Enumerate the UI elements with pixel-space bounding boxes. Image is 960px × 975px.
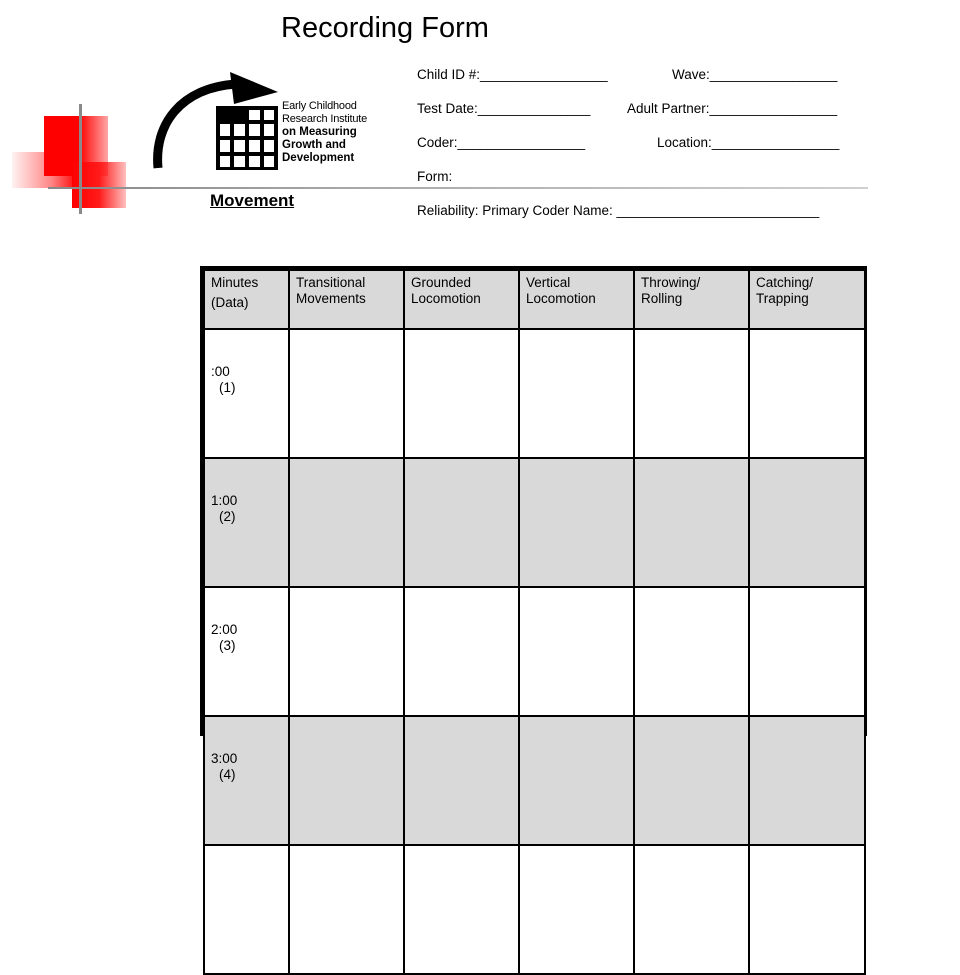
entry-cell[interactable] (404, 716, 519, 845)
entry-cell[interactable] (289, 329, 404, 458)
column-header-transitional-movements (289, 270, 404, 329)
header-line: Rolling (641, 291, 683, 306)
institute-logo (150, 70, 380, 180)
entry-cell[interactable] (404, 329, 519, 458)
entry-cell[interactable] (634, 845, 749, 974)
header-line: Locomotion (411, 291, 481, 306)
logo-line: on Measuring (282, 126, 357, 138)
column-header-throwing-rolling (634, 270, 749, 329)
table-header-row (204, 270, 865, 329)
header-line: Transitional (296, 275, 366, 290)
entry-cell[interactable] (289, 458, 404, 587)
interval-label: (1) (219, 380, 236, 395)
column-header-catching-trapping (749, 270, 865, 329)
interval-label: (3) (219, 638, 236, 653)
logo-line: Growth and (282, 139, 346, 151)
table-row (204, 458, 865, 587)
column-header-minutes (204, 270, 289, 329)
recording-grid (200, 266, 867, 782)
entry-cell[interactable] (289, 845, 404, 974)
column-header-grounded-locomotion (404, 270, 519, 329)
entry-cell[interactable] (634, 716, 749, 845)
header-line: Catching/ (756, 275, 814, 290)
entry-cell[interactable] (404, 587, 519, 716)
section-label-movement: Movement (210, 191, 295, 210)
header-line: Locomotion (526, 291, 596, 306)
time-cell (204, 587, 289, 716)
page-title: Recording Form (281, 12, 489, 44)
adult-partner-field[interactable]: Adult Partner:_________________ (627, 101, 838, 116)
entry-cell[interactable] (519, 329, 634, 458)
time-cell (204, 716, 289, 845)
time-cell (204, 458, 289, 587)
header-line: Vertical (526, 275, 571, 290)
decorative-vertical-line (79, 104, 82, 214)
time-label: 3:00 (211, 751, 238, 766)
time-cell (204, 329, 289, 458)
logo-arrow-grid-icon (150, 70, 285, 175)
logo-line: Development (282, 152, 355, 164)
logo-line: Research Institute (282, 113, 368, 125)
time-cell (204, 845, 289, 974)
entry-cell[interactable] (519, 845, 634, 974)
decorative-horizontal-line (48, 187, 868, 189)
logo-text (282, 100, 367, 165)
table-row (204, 329, 865, 458)
entry-cell[interactable] (634, 458, 749, 587)
reliability-field[interactable]: Reliability: Primary Coder Name: ___________________________ (417, 203, 820, 218)
entry-cell[interactable] (749, 716, 865, 845)
time-label: 1:00 (211, 493, 238, 508)
entry-cell[interactable] (404, 458, 519, 587)
entry-cell[interactable] (749, 329, 865, 458)
header-line: Trapping (756, 291, 809, 306)
entry-cell[interactable] (634, 587, 749, 716)
table-row (204, 716, 865, 845)
table-row (204, 587, 865, 716)
coder-field[interactable]: Coder:_________________ (417, 135, 586, 150)
location-field[interactable]: Location:_________________ (657, 135, 840, 150)
recording-table (203, 269, 866, 975)
table-row (204, 845, 865, 974)
header-line: (Data) (211, 295, 249, 310)
entry-cell[interactable] (634, 329, 749, 458)
logo-line: Early Childhood (282, 100, 357, 112)
entry-cell[interactable] (519, 587, 634, 716)
entry-cell[interactable] (289, 716, 404, 845)
header-line: Minutes (211, 275, 259, 290)
header-line: Throwing/ (641, 275, 701, 290)
header-line: Grounded (411, 275, 472, 290)
interval-label: (2) (219, 509, 236, 524)
column-header-vertical-locomotion (519, 270, 634, 329)
test-date-field[interactable]: Test Date:_______________ (417, 101, 591, 116)
interval-label: (4) (219, 767, 236, 782)
entry-cell[interactable] (749, 845, 865, 974)
entry-cell[interactable] (404, 845, 519, 974)
child-id-field[interactable]: Child ID #:_________________ (417, 67, 608, 82)
form-field[interactable]: Form: (417, 169, 453, 184)
entry-cell[interactable] (519, 458, 634, 587)
wave-field[interactable]: Wave:_________________ (672, 67, 838, 82)
time-label: 2:00 (211, 622, 238, 637)
entry-cell[interactable] (519, 716, 634, 845)
time-label: :00 (211, 364, 230, 379)
entry-cell[interactable] (749, 458, 865, 587)
header-line: Movements (296, 291, 366, 306)
entry-cell[interactable] (749, 587, 865, 716)
entry-cell[interactable] (289, 587, 404, 716)
